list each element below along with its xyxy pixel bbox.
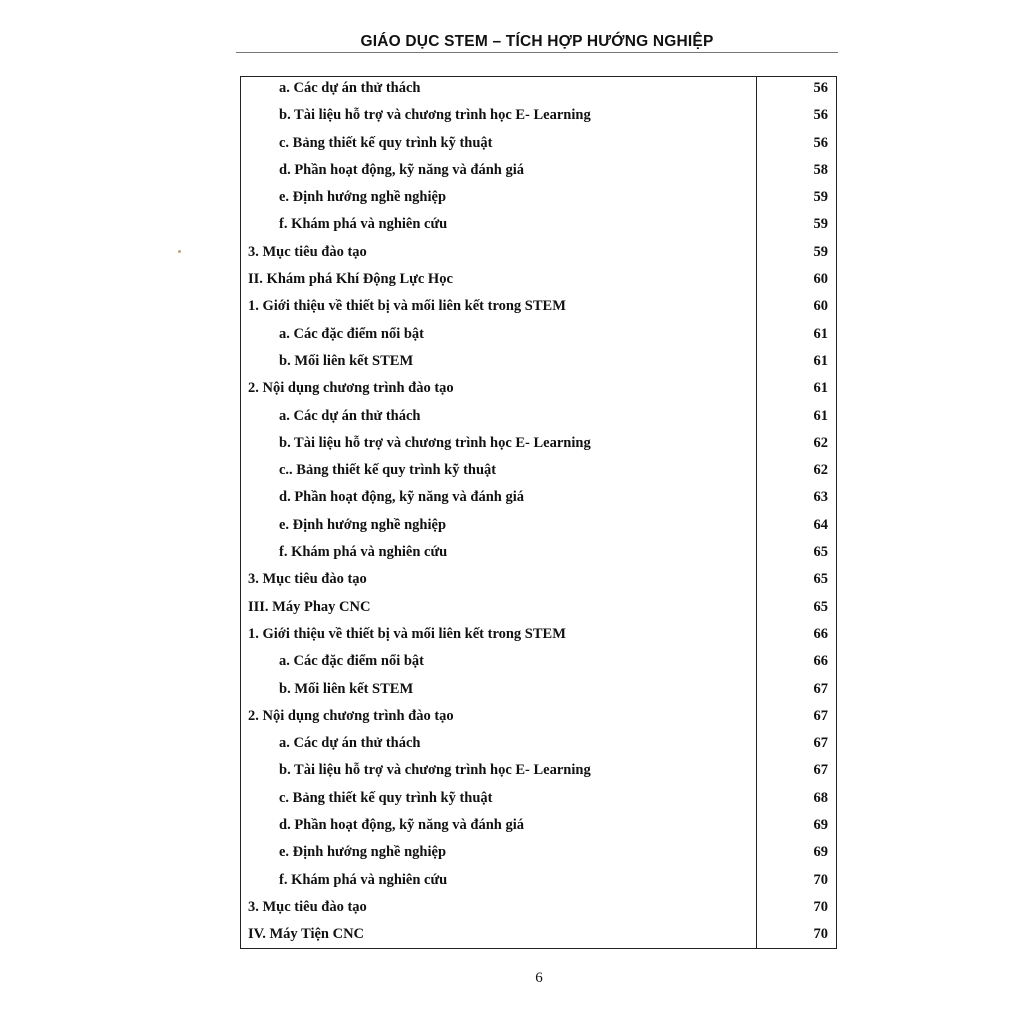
toc-entry-page: 67	[813, 735, 828, 752]
toc-entry-page: 56	[813, 107, 828, 124]
toc-row	[241, 596, 836, 623]
toc-row	[241, 241, 836, 268]
toc-entry-title: f. Khám phá và nghiên cứu	[279, 216, 448, 233]
toc-table	[240, 76, 837, 949]
toc-entry-page: 60	[813, 271, 828, 288]
toc-entry-page: 58	[813, 161, 828, 178]
toc-entry-page: 67	[813, 762, 828, 779]
toc-entry-title: e. Định hướng nghề nghiệp	[279, 516, 447, 533]
toc-entry-title: 2. Nội dụng chương trình đào tạo	[248, 707, 454, 724]
toc-row	[241, 377, 836, 404]
toc-entry-title: c.. Bảng thiết kế quy trình kỹ thuật	[279, 462, 497, 479]
toc-row	[241, 77, 836, 104]
toc-row	[241, 678, 836, 705]
toc-entry-page: 59	[813, 189, 828, 206]
toc-entry-page: 61	[813, 325, 828, 342]
toc-row	[241, 104, 836, 131]
toc-entry-page: 67	[813, 707, 828, 724]
running-header: GIÁO DỤC STEM – TÍCH HỢP HƯỚNG NGHIỆP	[360, 33, 714, 50]
toc-row	[241, 896, 836, 923]
toc-row	[241, 568, 836, 595]
toc-entry-title: 2. Nội dụng chương trình đào tạo	[248, 380, 454, 397]
toc-entry-page: 59	[813, 243, 828, 260]
header-rule	[236, 52, 838, 53]
toc-row	[241, 814, 836, 841]
toc-entry-title: d. Phần hoạt động, kỹ năng và đánh giá	[279, 817, 524, 834]
toc-entry-title: 1. Giới thiệu về thiết bị và mối liên kết trong STEM	[248, 625, 566, 642]
toc-entry-page: 61	[813, 407, 828, 424]
toc-entry-title: b. Mối liên kết STEM	[279, 352, 414, 369]
toc-entry-title: III. Máy Phay CNC	[248, 598, 371, 615]
toc-entry-title: II. Khám phá Khí Động Lực Học	[248, 271, 453, 288]
toc-entry-page: 68	[813, 789, 828, 806]
toc-entry-title: a. Các đặc điểm nổi bật	[279, 325, 424, 342]
toc-entry-title: IV. Máy Tiện CNC	[248, 926, 365, 943]
toc-entry-title: 3. Mục tiêu đào tạo	[248, 243, 367, 260]
toc-row	[241, 923, 836, 950]
toc-row	[241, 541, 836, 568]
page-number: 6	[535, 970, 543, 986]
toc-entry-page: 65	[813, 571, 828, 588]
toc-entry-title: a. Các đặc điểm nổi bật	[279, 653, 424, 670]
toc-row	[241, 759, 836, 786]
toc-entry-page: 65	[813, 544, 828, 561]
toc-entry-title: a. Các dự án thử thách	[279, 407, 421, 424]
toc-entry-title: e. Định hướng nghề nghiệp	[279, 189, 447, 206]
toc-entry-page: 70	[813, 926, 828, 943]
scan-speck	[178, 250, 181, 253]
toc-row	[241, 405, 836, 432]
toc-entry-title: b. Mối liên kết STEM	[279, 680, 414, 697]
toc-entry-title: c. Bảng thiết kế quy trình kỹ thuật	[279, 134, 493, 151]
toc-row	[241, 841, 836, 868]
toc-entry-page: 66	[813, 653, 828, 670]
toc-entry-page: 61	[813, 352, 828, 369]
toc-entry-title: d. Phần hoạt động, kỹ năng và đánh giá	[279, 489, 524, 506]
toc-row	[241, 132, 836, 159]
toc-row	[241, 323, 836, 350]
toc-entry-page: 56	[813, 134, 828, 151]
toc-entry-title: a. Các dự án thử thách	[279, 80, 421, 96]
toc-entry-page: 62	[813, 462, 828, 479]
toc-entry-page: 60	[813, 298, 828, 315]
toc-entry-title: 1. Giới thiệu về thiết bị và mối liên kết trong STEM	[248, 298, 566, 315]
toc-entry-title: 3. Mục tiêu đào tạo	[248, 571, 367, 588]
toc-row	[241, 295, 836, 322]
toc-entry-title: b. Tài liệu hỗ trợ và chương trình học E- Learning	[279, 107, 591, 124]
toc-entry-title: f. Khám phá và nghiên cứu	[279, 544, 448, 561]
toc-row	[241, 350, 836, 377]
toc-entry-title: f. Khám phá và nghiên cứu	[279, 871, 448, 888]
toc-row	[241, 787, 836, 814]
toc-entry-title: 3. Mục tiêu đào tạo	[248, 898, 367, 915]
toc-row	[241, 869, 836, 896]
toc-row	[241, 159, 836, 186]
toc-entry-title: c. Bảng thiết kế quy trình kỹ thuật	[279, 789, 493, 806]
toc-entry-page: 69	[813, 844, 828, 861]
toc-entry-page: 56	[813, 80, 828, 96]
toc-entry-page: 63	[813, 489, 828, 506]
toc-row	[241, 732, 836, 759]
toc-entry-page: 59	[813, 216, 828, 233]
toc-row	[241, 623, 836, 650]
toc-entry-page: 67	[813, 680, 828, 697]
toc-entry-page: 70	[813, 898, 828, 915]
toc-row	[241, 213, 836, 240]
toc-row	[241, 486, 836, 513]
toc-row	[241, 432, 836, 459]
toc-row	[241, 268, 836, 295]
toc-entry-page: 69	[813, 817, 828, 834]
toc-entry-title: b. Tài liệu hỗ trợ và chương trình học E- Learning	[279, 762, 591, 779]
toc-entry-title: d. Phần hoạt động, kỹ năng và đánh giá	[279, 161, 524, 178]
toc-entry-title: e. Định hướng nghề nghiệp	[279, 844, 447, 861]
toc-row	[241, 514, 836, 541]
toc-entry-page: 66	[813, 625, 828, 642]
toc-entry-page: 62	[813, 434, 828, 451]
toc-row	[241, 705, 836, 732]
toc-row	[241, 459, 836, 486]
toc-entry-page: 65	[813, 598, 828, 615]
toc-row	[241, 650, 836, 677]
toc-entry-page: 70	[813, 871, 828, 888]
toc-entry-page: 64	[813, 516, 828, 533]
toc-list	[241, 77, 836, 951]
toc-entry-title: a. Các dự án thử thách	[279, 735, 421, 752]
toc-row	[241, 186, 836, 213]
toc-entry-page: 61	[813, 380, 828, 397]
toc-entry-title: b. Tài liệu hỗ trợ và chương trình học E- Learning	[279, 434, 591, 451]
